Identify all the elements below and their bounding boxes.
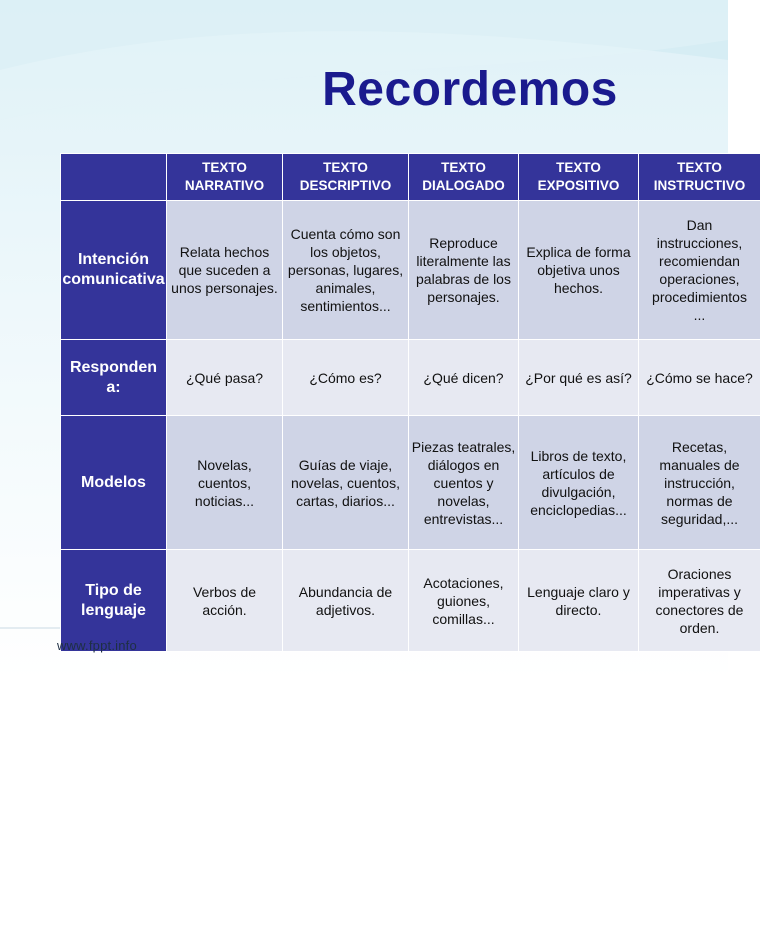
table-cell: Novelas, cuentos, noticias...	[167, 416, 283, 550]
table-cell: ¿Cómo se hace?	[639, 340, 761, 416]
column-header: TEXTO EXPOSITIVO	[519, 154, 639, 201]
column-header: TEXTO DIALOGADO	[409, 154, 519, 201]
row-header: Responden a:	[61, 340, 167, 416]
table-cell: ¿Qué pasa?	[167, 340, 283, 416]
table-cell: Guías de viaje, novelas, cuentos, cartas, diarios...	[283, 416, 409, 550]
row-header: Tipo de lenguaje	[61, 550, 167, 652]
table-cell: Relata hechos que suceden a unos personajes.	[167, 201, 283, 340]
table-cell: ¿Qué dicen?	[409, 340, 519, 416]
table-cell: Reproduce literalmente las palabras de los personajes.	[409, 201, 519, 340]
table-row	[61, 340, 761, 416]
table-cell: Verbos de acción.	[167, 550, 283, 652]
table-row	[61, 416, 761, 550]
table-cell: Explica de forma objetiva unos hechos.	[519, 201, 639, 340]
table-row	[61, 550, 761, 652]
row-header: Intención comunicativa	[61, 201, 167, 340]
row-header: Modelos	[61, 416, 167, 550]
table-header-row	[61, 154, 761, 201]
table-cell: Piezas teatrales, diálogos en cuentos y novelas, entrevistas...	[409, 416, 519, 550]
footer-url: www.fppt.info	[57, 638, 137, 653]
table-cell: Acotaciones, guiones, comillas...	[409, 550, 519, 652]
table-cell: ¿Por qué es así?	[519, 340, 639, 416]
table-cell: Lenguaje claro y directo.	[519, 550, 639, 652]
comparison-table	[60, 153, 761, 652]
table-cell: Cuenta cómo son los objetos, personas, lugares, animales, sentimientos...	[283, 201, 409, 340]
table-cell: Dan instrucciones, recomiendan operaciones, procedimientos ...	[639, 201, 761, 340]
table-cell: Libros de texto, artículos de divulgación, enciclopedias...	[519, 416, 639, 550]
table-row	[61, 201, 761, 340]
slide-title: Recordemos	[322, 63, 618, 116]
column-header: TEXTO NARRATIVO	[167, 154, 283, 201]
table-cell: Oraciones imperativas y conectores de orden.	[639, 550, 761, 652]
table-cell: ¿Cómo es?	[283, 340, 409, 416]
table-cell: Abundancia de adjetivos.	[283, 550, 409, 652]
corner-header-cell	[61, 154, 167, 201]
column-header: TEXTO DESCRIPTIVO	[283, 154, 409, 201]
table-cell: Recetas, manuales de instrucción, normas de seguridad,...	[639, 416, 761, 550]
column-header: TEXTO INSTRUCTIVO	[639, 154, 761, 201]
